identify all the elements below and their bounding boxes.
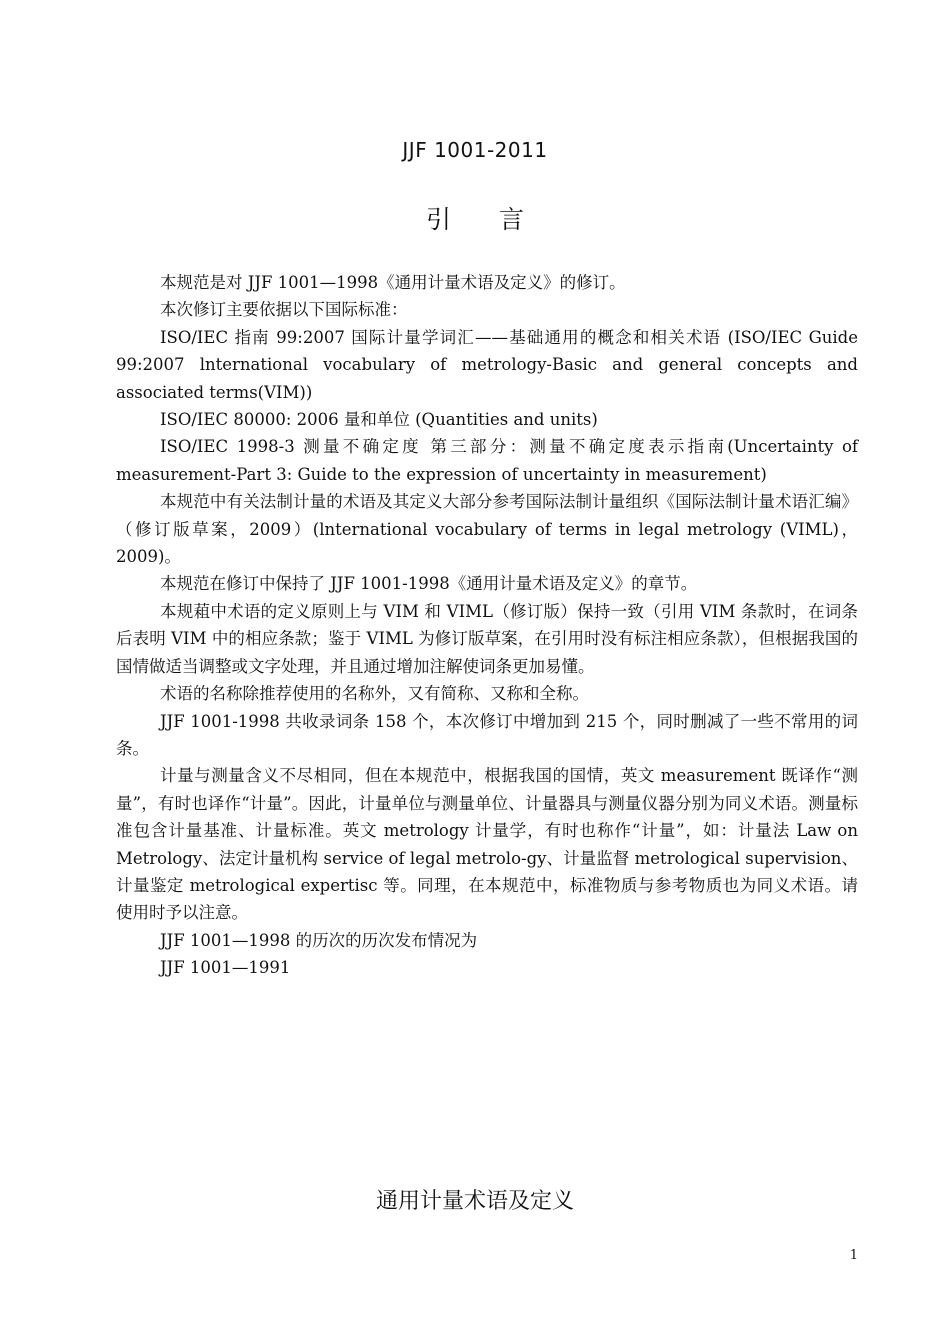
document-body — [116, 269, 858, 982]
next-section-title: 通用计量术语及定义 — [375, 1189, 574, 1214]
paragraph: ISO/IEC 80000: 2006 量和单位 (Quantities and units) — [160, 410, 598, 430]
paragraph: ISO/IEC 指南 99:2007 国际计量学词汇——基础通用的概念和相关术语 (ISO/IEC Guide 99:2007 lnternational vocabulary of metrology-Basic and general concepts and associated terms(VIM)) — [116, 327, 858, 402]
paragraph: 计量与测量含义不尽相同，但在本规范中，根据我国的国情，英文 measurement 既译作“测量”，有时也译作“计量”。因此，计量单位与测量单位、计量器具与测量仪器分别为同义术语。测量标准包含计量基准、计量标准。英文 metrology 计量学，有时也称作“计量”，如：计量法 Law on Metrology、法定计量机构 service of legal metrolo-gy、计量监督 metrological supervision、计量鉴定 metrological expertisc 等。同理，在本规范中，标准物质与参考物质也为同义术语。请使用时予以注意。 — [116, 766, 858, 923]
page-number: 1 — [849, 1248, 858, 1263]
paragraph: 本规范是对 JJF 1001—1998《通用计量术语及定义》的修订。 — [160, 273, 626, 292]
page-title: 引言 — [425, 205, 572, 234]
paragraph: ISO/IEC 1998-3 测量不确定度 第三部分：测量不确定度表示指南(Uncertainty of measurement-Part 3: Guide to the expression of uncertainty in measurement) — [116, 437, 858, 484]
paragraph: JJF 1001—1991 — [160, 958, 291, 978]
paragraph: 本规范中有关法制计量的术语及其定义大部分参考国际法制计量组织《国际法制计量术语汇编》（修订版草案，2009）(lnternational vocabulary of terms in legal metrology (VIML)，2009)。 — [116, 492, 858, 567]
paragraph: 本规范在修订中保持了 JJF 1001-1998《通用计量术语及定义》的章节。 — [160, 574, 698, 594]
paragraph: 术语的名称除推荐使用的名称外，又有简称、又称和全称。 — [160, 684, 589, 704]
document-code: JJF 1001-2011 — [402, 138, 548, 162]
paragraph: JJF 1001—1998 的历次的历次发布情况为 — [160, 930, 478, 950]
paragraph: 本规蒩中术语的定义原则上与 VIM 和 VIML（修订版）保持一致（引用 VIM 条款时，在词条后表明 VIM 中的相应条款；鉴于 VIML 为修订版草案，在引用时没有标注相应条款），但根据我国的国情做适当调整或文字处理，并且通过增加注解使词条更加易懂。 — [116, 601, 858, 676]
paragraph: 本次修订主要依据以下国际标准： — [160, 300, 408, 320]
paragraph: JJF 1001-1998 共收录词条 158 个，本次修订中增加到 215 个，同时删减了一些不常用的词条。 — [116, 711, 858, 758]
